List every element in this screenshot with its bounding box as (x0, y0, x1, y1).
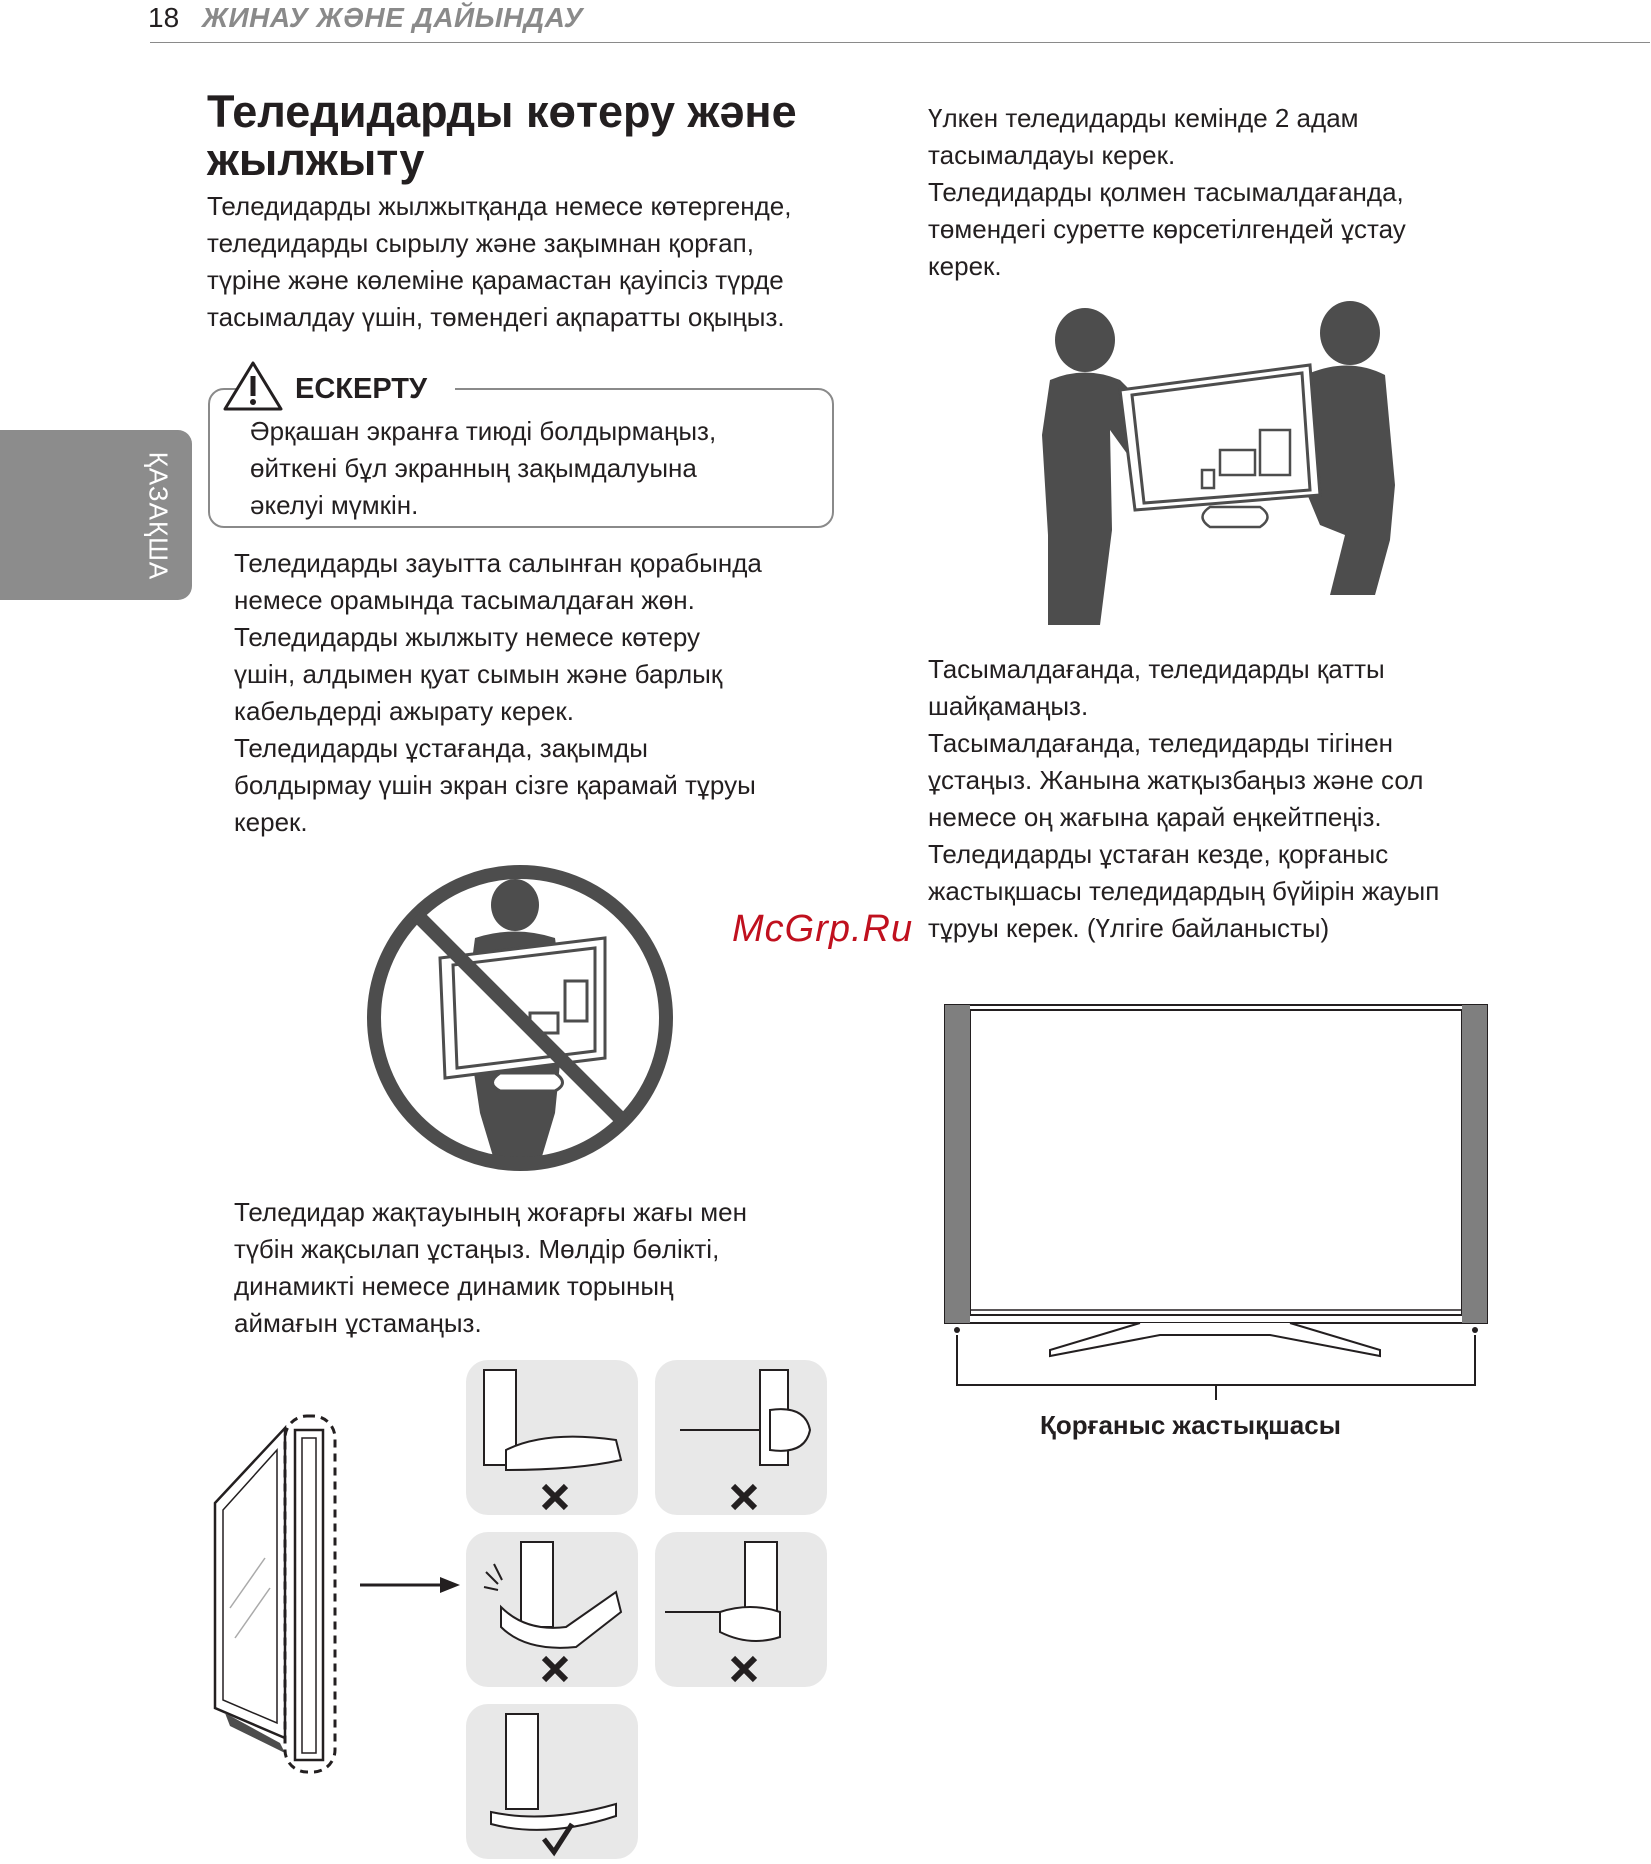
section-title: ЖИНАУ ЖӘНЕ ДАЙЫНДАУ (202, 2, 584, 33)
wrong-grip-corner-icon (655, 1532, 827, 1687)
grip-tile-wrong-2 (655, 1360, 827, 1515)
warning-title: ЕСКЕРТУ (295, 373, 428, 405)
correct-grip-icon (466, 1704, 638, 1859)
grip-tile-wrong-1 (466, 1360, 638, 1515)
header-divider (150, 42, 1650, 43)
transport-paragraph: Тасымалдағанда, теледидарды қатты шайқамаңыз. Тасымалдағанда, теледидарды тігінен ұстаңыз. Жанына жатқызбаңыз және сол немесе оң жағына қарай еңкейтпеңіз. Теледидарды ұстаған кезде, қорғаныс жастықшасы теледидардың бүйірін жауып тұруы керек. (Үлгіге байланысты) (928, 654, 1440, 943)
packaging-paragraph: Теледидарды зауытта салынған қорабында немесе орамында тасымалдаған жөн. Теледидарды жылжыту немесе көтеру үшін, алдымен қуат сымын және барлық кабельдерді ажырату керек. Теледидарды ұстағанда, зақымды болдырмау үшін экран сізге қарамай тұруы керек. (234, 548, 762, 837)
wrong-grip-bottom-icon (466, 1532, 638, 1687)
grip-tile-wrong-4 (655, 1532, 827, 1687)
two-people-paragraph: Үлкен теледидарды кемінде 2 адам тасымалдауы керек. Теледидарды қолмен тасымалдағанда, төмендегі суретте көрсетілгендей ұстау керек. (928, 103, 1406, 281)
grip-tile-wrong-3 (466, 1532, 638, 1687)
frame-grip-paragraph: Теледидар жақтауының жоғарғы жағы мен түбін жақсылап ұстаңыз. Мөлдір бөлікті, динамикті немесе динамик торының аймағын ұстамаңыз. (234, 1197, 748, 1338)
left-protective-pad (945, 1005, 970, 1323)
tv-side-frame-illustration (205, 1408, 465, 1858)
page-title: Теледидарды көтеру және жылжыту (207, 86, 797, 185)
warning-text: Әрқашан экранға тиюді болдырмаңыз, өйткені бұл экранның зақымдалуына әкелуі мүмкін. (250, 416, 717, 520)
language-tab-label-box (128, 436, 188, 596)
prohibited-single-carry-illustration (365, 863, 675, 1173)
two-people-carrying-tv-illustration (1040, 295, 1400, 630)
page-number: 18 (148, 2, 180, 33)
protective-pad-caption: Қорғаныс жастықшасы (1040, 1410, 1341, 1440)
wrong-grip-palm-icon (466, 1360, 638, 1515)
right-protective-pad (1462, 1005, 1487, 1323)
intro-paragraph: Теледидарды жылжытқанда немесе көтергенде, теледидарды сырылу және зақымнан қорғап, түріне және көлеміне қарамастан қауіпсіз түрде тасымалдау үшін, төмендегі ақпаратты оқыңыз. (207, 191, 792, 332)
wrong-grip-side-icon (655, 1360, 827, 1515)
tv-protective-pads-illustration (940, 1000, 1500, 1400)
watermark: McGrp.Ru (732, 908, 914, 950)
language-tab-label: ҚАЗАҚША (143, 451, 174, 581)
warning-triangle-icon (222, 360, 284, 412)
grip-tile-correct (466, 1704, 638, 1859)
